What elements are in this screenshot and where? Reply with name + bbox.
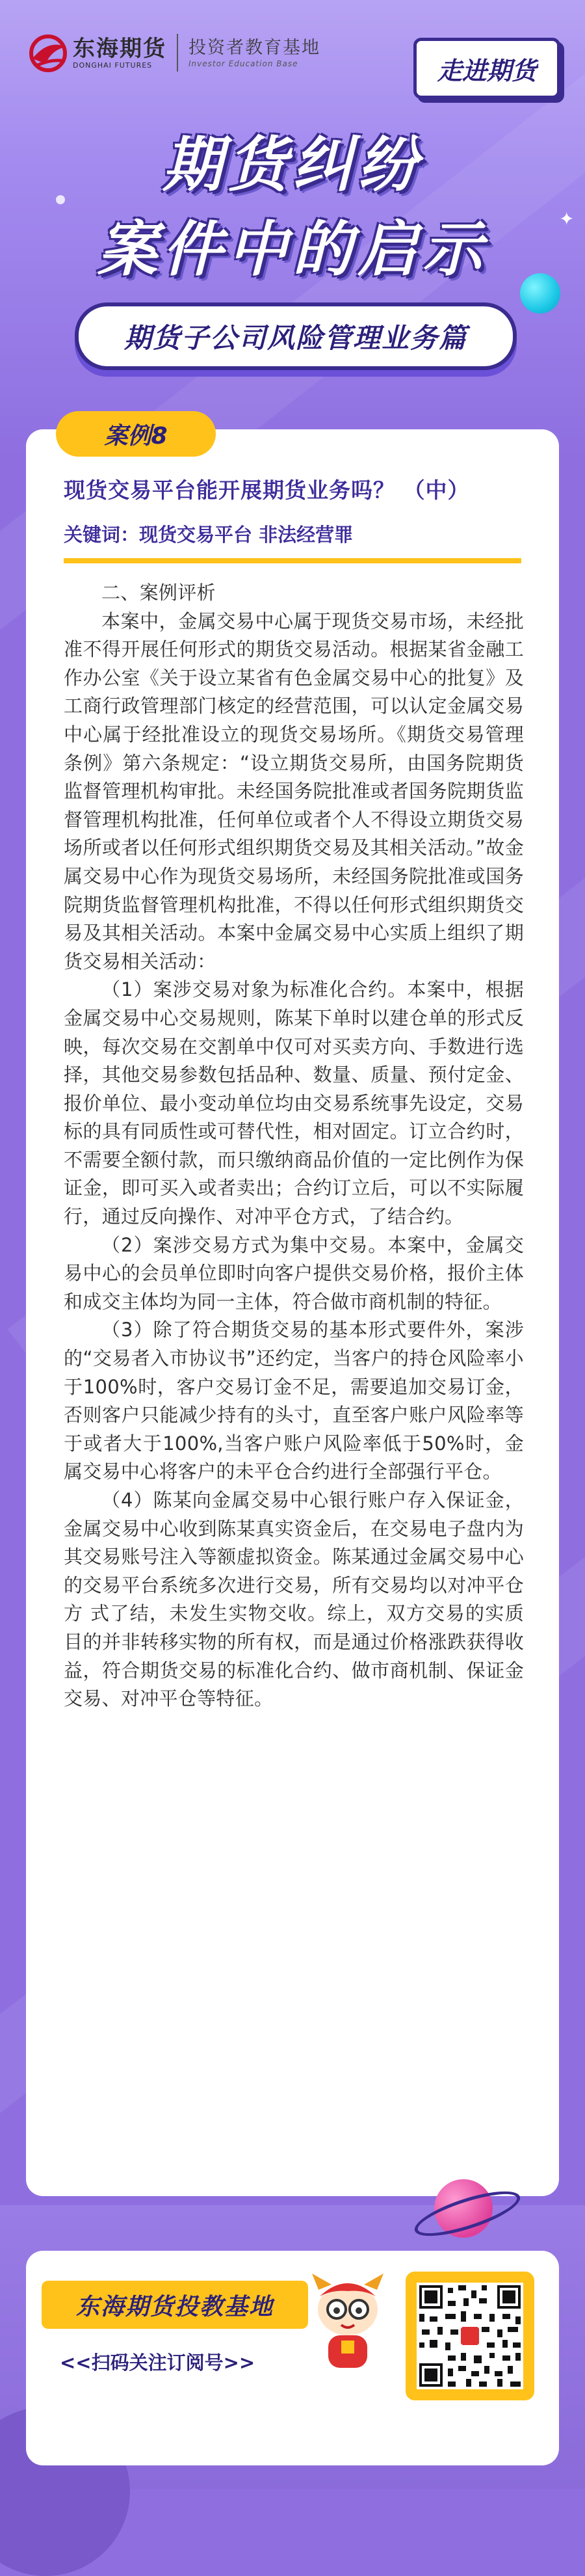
section-heading: 二、案例评析 [101, 582, 216, 604]
qr-code-icon[interactable] [417, 2283, 523, 2389]
case-keywords: 关键词：现货交易平台 非法经营罪 [64, 524, 354, 546]
mascot-icon [306, 2270, 390, 2374]
paragraph: （1）案涉交易对象为标准化合约。本案中，根据金属交易中心交易规则，陈某下单时以建仓单的形式反映，每次交易在交割单中仅可对买卖方向、手数进行选择，其他交易参数包括品种、数量、质量、预付定金、报价单位、最小变动单位均由交易系统事先设定，交易标的具有同质性或可替代性，相对固定。订立合约时，不需要全额付款，而只缴纳商品价值的一定比例作为保证金，即可买入或者卖出；合约订立后，可以不实际履行，通过反向操作、对冲平仓方式，了结合约。 [64, 978, 524, 1228]
paragraph: 本案中，金属交易中心属于现货交易市场，未经批准不得开展任何形式的期货交易活动。根据某省金融工作办公室《关于设立某省有色金属交易中心的批复》及工商行政管理部门核定的经营范围，可以认定金属交易中心属于经批准设立的现货交易场所。《期货交易管理条例》第六条规定：“设立期货交易所，由国务院期货监督管理机构审批。未经国务院批准或者国务院期货监督管理机构批准，任何单位或者个人不得设立期货交易场所或者以任何形式组织期货交易及其相关活动。”故金属交易中心作为现货交易场所，未经国务院批准或国务院期货监督管理机构批准，不得以任何形式组织期货交易及其相关活动。本案中金属交易中心实质上组织了期 货交易相关活动： [64, 610, 524, 973]
base-name-en: Investor Education Base [188, 59, 298, 68]
main-title-line1: 期货纠纷 [162, 130, 422, 200]
logo-name-cn: 东海期货 [73, 35, 166, 62]
star-decoration [56, 195, 65, 204]
qr-code-frame[interactable] [406, 2272, 534, 2400]
footer-tag: 东海期货投教基地 [42, 2281, 308, 2329]
paragraph: （4）陈某向金属交易中心银行账户存入保证金，金属交易中心收到陈某真实资金后，在交易电子盘内为其交易账号注入等额虚拟资金。陈某通过金属交易中心的交易平台系统多次进行交易，所有交易均以对冲平仓方 式了结，未发生实物交收。综上，双方交易的实质目的并非转移实物的所有权，而是通过价格涨跌获得收益，符合期货交易的标准化合约、做市商机制、保证金交易、对冲平仓等特征。 [64, 1489, 524, 1710]
base-name-cn: 投资者教育基地 [188, 38, 320, 58]
logo-name-en: DONGHAI FUTURES [73, 60, 153, 70]
logo-icon [26, 33, 73, 73]
sparkle-icon: ✦ [559, 208, 575, 230]
divider [64, 558, 521, 563]
subtitle-banner: 期货子公司风险管理业务篇 [75, 302, 517, 370]
paragraph: （3）除了符合期货交易的基本形式要件外，案涉的“交易者入市协议书”还约定，当客户的持仓风险率小于100%时，客户交易订金不足，需要追加交易订金，否则客户只能减少持有的头寸，直至客户账户风险率等于或者大于100%,当客户账户风险率低于50%时，金属交易中心将客户的未平仓合约进行全部强行平仓。 [64, 1319, 524, 1483]
case-analysis [64, 579, 524, 1713]
enter-futures-button[interactable]: 走进期货 [413, 38, 560, 99]
brand-logo [26, 33, 320, 73]
paragraph: （2）案涉交易方式为集中交易。本案中，金属交易中心的会员单位即时向客户提供交易价格，报价主体和成交主体均为同一主体，符合做市商机制的特征。 [64, 1233, 524, 1313]
logo-divider [177, 34, 178, 72]
case-tag: 案例8 [56, 411, 216, 457]
case-title: 现货交易平台能开展期货业务吗？ （中） [64, 477, 470, 503]
planet-decoration [520, 273, 560, 314]
main-title-line2: 案件中的启示 [97, 215, 488, 284]
subscribe-prompt: <<扫码关注订阅号>> [60, 2352, 255, 2374]
